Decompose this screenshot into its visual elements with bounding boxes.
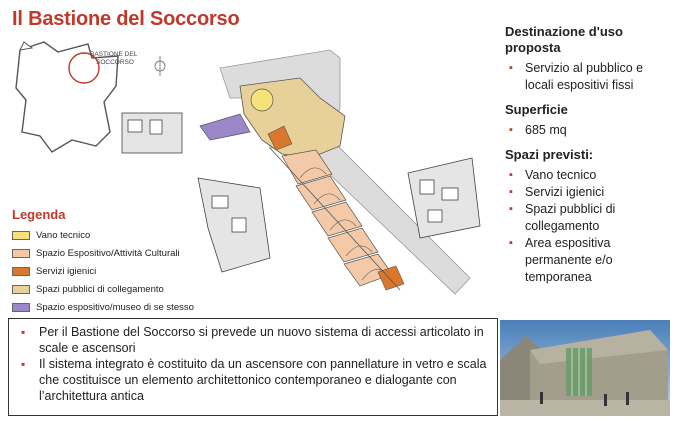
inset-label-line1: BASTIONE DEL <box>90 51 138 58</box>
technical-room <box>251 89 273 111</box>
bastion-rendering-photo <box>500 320 670 416</box>
legend-label: Servizi igienici <box>36 266 97 277</box>
legend-item <box>12 227 242 244</box>
spazi-heading: Spazi previsti: <box>505 147 594 162</box>
legend-item <box>12 245 242 262</box>
list-item: ▪ Servizi igienici <box>505 184 675 201</box>
destinazione-heading-line1: Destinazione d'uso <box>505 24 623 39</box>
superficie-list <box>505 122 675 139</box>
north-arrow-icon <box>155 56 165 76</box>
legend-swatch <box>12 285 30 294</box>
legend-label: Spazio Espositivo/Attività Culturali <box>36 248 180 259</box>
list-item: ▪ Vano tecnico <box>505 167 675 184</box>
legend-label: Spazio espositivo/museo di se stesso <box>36 302 194 313</box>
legend-item <box>12 263 242 280</box>
notes-box <box>8 318 498 416</box>
legend-swatch <box>12 231 30 240</box>
inset-label-line2: SOCCORSO <box>96 59 134 66</box>
notes-list <box>17 324 489 404</box>
page-title: Il Bastione del Soccorso <box>12 8 240 30</box>
building-right <box>408 158 480 238</box>
list-item: ▪ Servizio al pubblico e locali espositivi fissi <box>505 60 675 94</box>
legend-swatch <box>12 267 30 276</box>
legend-swatch <box>12 249 30 258</box>
list-item: ▪ Spazi pubblici di collegamento <box>505 201 675 235</box>
building-left-upper <box>122 113 182 153</box>
superficie-heading: Superficie <box>505 102 568 117</box>
note-item: ▪ Il sistema integrato è costituito da un ascensore con pannellature in vetro e scala che costituisce un elemento architettonico contemporaneo e dialogante con l’architettura antica <box>17 356 489 404</box>
side-panel <box>505 24 675 294</box>
destinazione-list <box>505 60 675 94</box>
note-item: ▪ Per il Bastione del Soccorso si prevede un nuovo sistema di accessi articolato in scale e ascensori <box>17 324 489 356</box>
legend-item <box>12 299 242 316</box>
list-item: ▪ 685 mq <box>505 122 675 139</box>
legend-title: Legenda <box>12 207 66 222</box>
legend-label: Spazi pubblici di collegamento <box>36 284 164 295</box>
legend-swatch <box>12 303 30 312</box>
destinazione-heading-line2: proposta <box>505 40 561 55</box>
destinazione-heading <box>505 24 675 56</box>
spazi-list <box>505 167 675 286</box>
legend <box>12 207 242 317</box>
legend-label: Vano tecnico <box>36 230 91 241</box>
legend-item <box>12 281 242 298</box>
list-item: ▪ Area espositiva permanente e/o temporanea <box>505 235 675 286</box>
museum-space <box>200 114 250 140</box>
